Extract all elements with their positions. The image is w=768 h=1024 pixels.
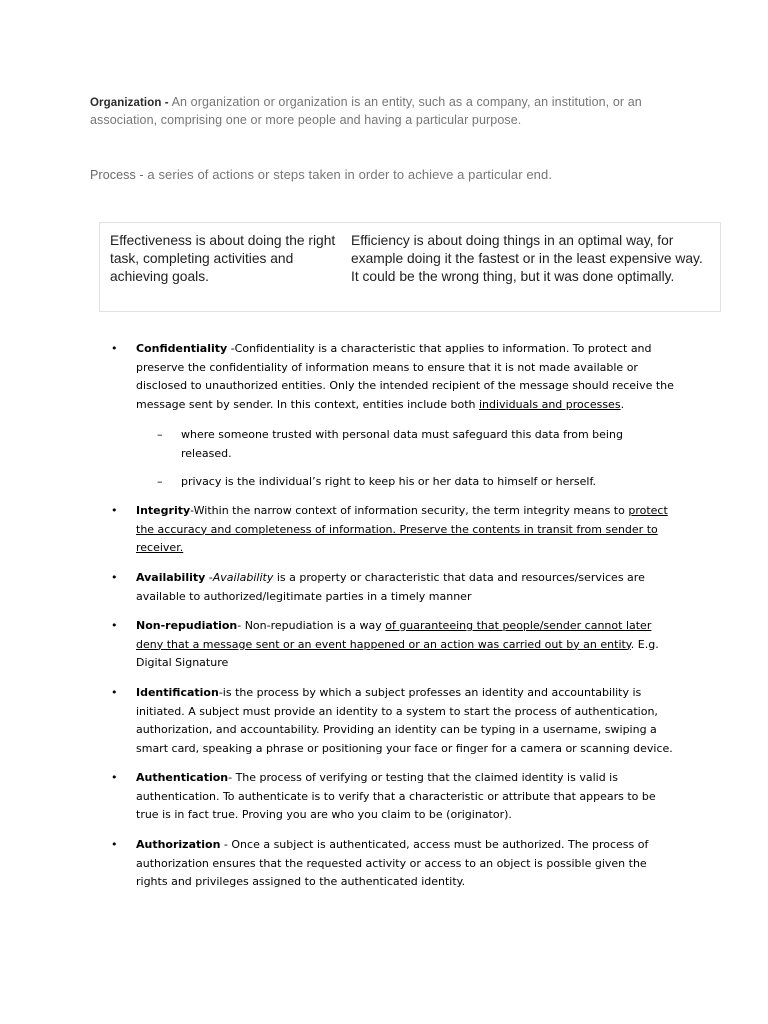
bullet-icon: • bbox=[111, 619, 118, 632]
authentication-term: Authentication bbox=[136, 771, 229, 784]
organization-term: Organization - bbox=[90, 97, 169, 109]
identification-body: -is the process by which a subject professes an identity and accountability is initiated. A subject must provide an identity to a system to start the process of authentication, authorization, and accountability. Providing an identity can be typing in a username, swiping a smart card, speaking a phrase or positioning your face or finger for a camera or scanning device. bbox=[136, 686, 673, 755]
authentication-text bbox=[136, 769, 676, 825]
availability-term: Availability bbox=[136, 571, 206, 584]
bullet-icon: • bbox=[111, 504, 118, 517]
confidentiality-body: -Confidentiality is a characteristic that applies to information. To protect and preserve the confidentiality of information means to ensure that it is not made available or disclosed to unauthorized entities. Only the intended recipient of the message should receive the message sent by sender. In this context, entities include both bbox=[136, 342, 674, 411]
integrity-body: -Within the narrow context of information security, the term integrity means to bbox=[190, 504, 629, 517]
comparison-table bbox=[99, 222, 721, 312]
organization-definition bbox=[90, 94, 690, 129]
availability-text bbox=[136, 569, 676, 606]
confidentiality-end: . bbox=[620, 397, 625, 411]
process-text: a series of actions or steps taken in order to achieve a particular end. bbox=[143, 167, 553, 182]
authorization-text bbox=[136, 836, 676, 892]
confidentiality-term: Confidentiality bbox=[136, 342, 228, 355]
non-repudiation-underlined: of guaranteeing that people/sender cannot later deny that a message sent or an event happened or an action was carried out by an entity bbox=[136, 619, 652, 651]
organization-text: An organization or organization is an entity, such as a company, an institution, or an association, comprising one or more people and having a particular purpose. bbox=[90, 95, 642, 127]
non-repudiation-term: Non-repudiation bbox=[136, 619, 238, 632]
non-repudiation-end: . E.g. Digital Signature bbox=[136, 637, 659, 670]
identification-term: Identification bbox=[136, 686, 219, 699]
identification-text bbox=[136, 684, 676, 758]
authorization-body: - Once a subject is authenticated, access must be authorized. The process of authorization ensures that the requested activity or access to an object is possible given the rights and privileges assigned to the authenticated identity. bbox=[136, 838, 649, 889]
dash-icon: – bbox=[157, 475, 163, 488]
dash-icon: – bbox=[157, 428, 163, 441]
authentication-body: - The process of verifying or testing that the claimed identity is valid is authentication. To authenticate is to verify that a characteristic or attribute that appears to be true is in fact true. Proving you are who you claim to be (originator). bbox=[136, 771, 656, 822]
integrity-underlined: protect the accuracy and completeness of information. Preserve the contents in transit from sender to receiver. bbox=[136, 504, 668, 555]
bullet-icon: • bbox=[111, 571, 118, 584]
integrity-term: Integrity bbox=[136, 504, 191, 517]
bullet-icon: • bbox=[111, 771, 118, 784]
availability-body: is a property or characteristic that data and resources/services are available to authorized/legitimate parties in a timely manner bbox=[136, 571, 645, 603]
non-repudiation-text bbox=[136, 617, 676, 673]
efficiency-cell: Efficiency is about doing things in an optimal way, for example doing it the fastest or in the least expensive way. It could be the wrong thing, but it was done optimally. bbox=[351, 233, 703, 284]
authorization-term: Authorization bbox=[136, 838, 221, 851]
availability-dash: - bbox=[205, 571, 213, 584]
sub-item-safeguard-text: where someone trusted with personal data must safeguard this data from being released. bbox=[181, 428, 623, 460]
bullet-icon: • bbox=[111, 838, 118, 851]
bullet-icon: • bbox=[111, 686, 118, 699]
process-term: Process - bbox=[90, 168, 144, 182]
availability-italic: Availability bbox=[212, 571, 274, 584]
non-repudiation-body: - Non-repudiation is a way bbox=[237, 619, 386, 632]
confidentiality-text bbox=[136, 340, 676, 414]
bullet-icon: • bbox=[111, 342, 118, 355]
sub-item-privacy-text: privacy is the individual’s right to keep his or her data to himself or herself. bbox=[181, 475, 597, 488]
confidentiality-underlined: individuals and processes bbox=[478, 397, 621, 411]
process-definition bbox=[90, 166, 690, 184]
effectiveness-cell: Effectiveness is about doing the right task, completing activities and achieving goals. bbox=[110, 233, 336, 284]
integrity-text bbox=[136, 502, 676, 558]
